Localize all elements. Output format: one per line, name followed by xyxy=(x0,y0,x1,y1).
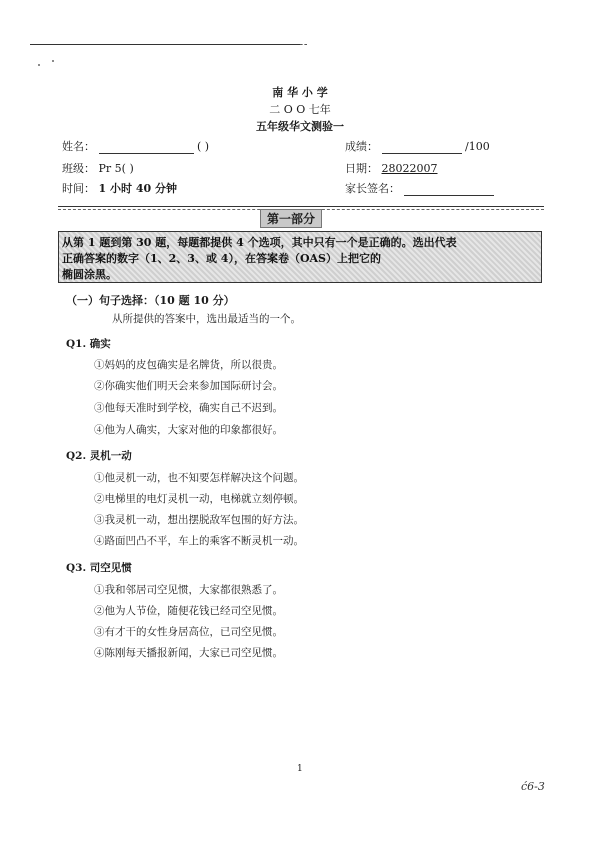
instruction-line-3: 椭圆涂黑。 xyxy=(62,268,117,281)
scan-speck xyxy=(38,64,40,66)
answer-option: ③我灵机一动，想出摆脱敌军包围的好方法。 xyxy=(94,514,304,526)
name-paren: ( ) xyxy=(197,140,210,153)
answer-option: ①妈妈的皮包确实是名牌货，所以很贵。 xyxy=(94,359,283,371)
question-title: Q2. 灵机一动 xyxy=(66,450,132,462)
date-value: 28022007 xyxy=(381,162,438,175)
answer-option: ④他为人确实，大家对他的印象都很好。 xyxy=(94,424,283,436)
section-rule xyxy=(58,206,544,207)
question-title: Q3. 司空见惯 xyxy=(66,562,132,574)
score-row xyxy=(345,138,490,154)
exam-year: 二 O O 七年 xyxy=(269,103,331,116)
answer-option: ④路面凹凸不平，车上的乘客不断灵机一动。 xyxy=(94,535,304,547)
scan-speck xyxy=(52,60,54,62)
part1-description: 从所提供的答案中，选出最适当的一个。 xyxy=(112,313,301,325)
instruction-line-2: 正确答案的数字（1、2、3、或 4），在答案卷（OAS）上把它的 xyxy=(62,252,382,265)
class-row xyxy=(62,160,134,176)
date-row xyxy=(345,160,438,176)
parent-row xyxy=(345,180,494,196)
time-value: 1 小时 40 分钟 xyxy=(98,182,177,195)
name-label: 姓名： xyxy=(62,140,95,153)
time-row xyxy=(62,180,177,196)
parent-label: 家长签名： xyxy=(345,182,400,195)
score-total: /100 xyxy=(465,140,490,153)
answer-option: ④陈刚每天播报新闻，大家已司空见惯。 xyxy=(94,647,283,659)
top-rule xyxy=(30,44,300,45)
section-title: 第一部分 xyxy=(260,209,322,228)
page-number: 1 xyxy=(297,764,303,774)
score-label: 成绩： xyxy=(345,140,378,153)
name-field[interactable] xyxy=(99,153,194,154)
date-label: 日期： xyxy=(345,162,378,175)
exam-title: 五年级华文测验一 xyxy=(256,120,344,133)
name-row xyxy=(62,138,209,154)
instruction-line-1: 从第 1 题到第 30 题，每题都提供 4 个选项，其中只有一个是正确的。选出代表 xyxy=(62,236,457,249)
class-label: 班级： xyxy=(62,162,95,175)
answer-option: ②电梯里的电灯灵机一动，电梯就立刻停顿。 xyxy=(94,493,304,505)
answer-option: ①他灵机一动，也不知要怎样解决这个问题。 xyxy=(94,472,304,484)
time-label: 时间： xyxy=(62,182,95,195)
answer-option: ②你确实他们明天会来参加国际研讨会。 xyxy=(94,380,283,392)
top-rule-dash xyxy=(300,44,307,45)
school-name: 南 华 小 学 xyxy=(272,86,328,99)
score-field[interactable] xyxy=(382,153,462,154)
question-title: Q1. 确实 xyxy=(66,338,111,350)
answer-option: ②他为人节俭，随便花钱已经司空见惯。 xyxy=(94,605,283,617)
answer-option: ③有才干的女性身居高位，已司空见惯。 xyxy=(94,626,283,638)
answer-option: ①我和邻居司空见惯，大家都很熟悉了。 xyxy=(94,584,283,596)
parent-signature-field[interactable] xyxy=(404,195,494,196)
class-value: Pr 5( ) xyxy=(98,162,134,175)
document-code: ć6-3 xyxy=(521,780,545,793)
answer-option: ③他每天准时到学校，确实自己不迟到。 xyxy=(94,402,283,414)
part1-heading: （一）句子选择：（10 题 10 分） xyxy=(66,294,235,307)
